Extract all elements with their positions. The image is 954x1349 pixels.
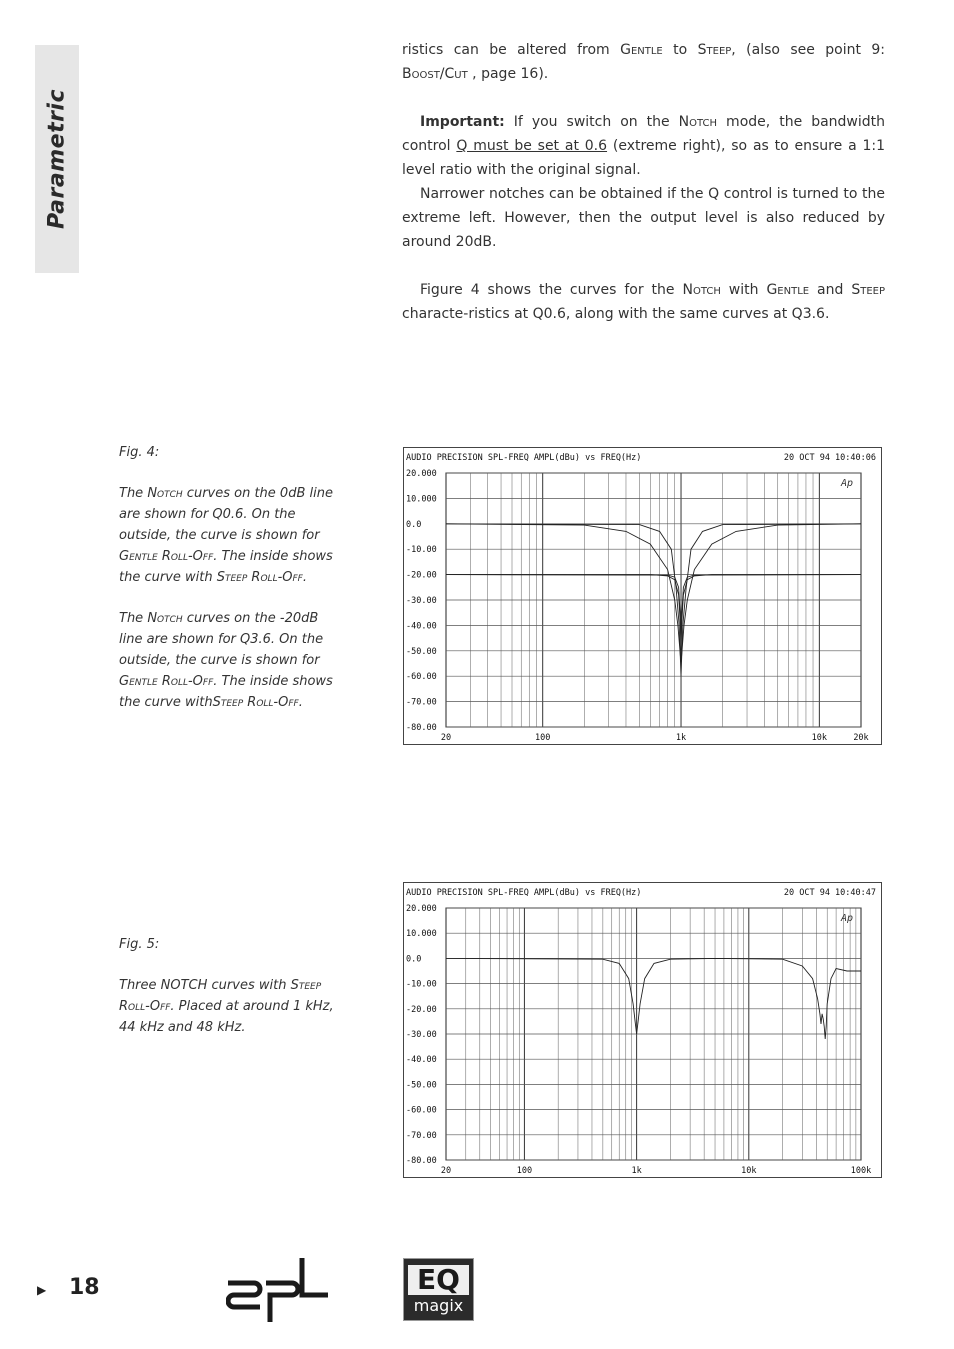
text-run: (extreme right), so as to ensure a 1:1 level ratio with the original signal. xyxy=(402,138,886,178)
text-run: Notch xyxy=(147,486,183,501)
fig4-caption-p2 xyxy=(119,608,334,713)
text-run: If you switch on the xyxy=(504,114,679,130)
fig4-chart xyxy=(403,447,882,745)
y-tick-label: 20.000 xyxy=(406,904,437,914)
magix-logo-text: magix xyxy=(413,1296,464,1315)
chart-timestamp: 20 OCT 94 10:40:06 xyxy=(783,453,876,463)
x-tick-label: 100k xyxy=(850,1166,872,1176)
y-tick-label: -70.00 xyxy=(406,1130,437,1141)
y-tick-label: 0.0 xyxy=(406,519,422,530)
fig4-caption xyxy=(119,442,334,713)
paragraph-4 xyxy=(402,278,885,326)
paragraph-1 xyxy=(402,38,885,86)
text-run: and xyxy=(809,282,852,298)
x-tick-label: 100 xyxy=(535,733,551,743)
y-tick-label: -60.00 xyxy=(406,672,437,683)
ap-mark: Ap xyxy=(841,478,854,489)
text-run: with xyxy=(720,282,767,298)
y-tick-label: -80.00 xyxy=(406,1156,437,1166)
body-text-block xyxy=(402,38,885,326)
y-tick-label: -40.00 xyxy=(406,1055,437,1066)
text-run: Three NOTCH curves with xyxy=(119,978,291,993)
section-side-tab xyxy=(35,45,79,273)
triangle-right-icon: ▶ xyxy=(37,1283,47,1297)
eq-logo-text: EQ xyxy=(408,1265,469,1295)
y-tick-label: -20.00 xyxy=(406,1004,437,1015)
text-run: curves on the 0dB line are shown for Q0.6. On the outside, the curve is shown for xyxy=(119,486,333,543)
text-run: Gentle xyxy=(766,282,810,298)
y-tick-label: -80.00 xyxy=(406,723,437,733)
text-run: Steep Roll-Off xyxy=(216,570,303,585)
y-tick-label: -30.00 xyxy=(406,596,437,606)
text-run: . xyxy=(302,570,307,585)
text-run: Gentle Roll-Off xyxy=(119,674,214,689)
chart-title: AUDIO PRECISION SPL-FREQ AMPL(dBu) vs FREQ(Hz) xyxy=(406,453,642,463)
text-run: Steep Roll-Off xyxy=(212,695,299,710)
series-line xyxy=(446,524,861,664)
text-run: Notch xyxy=(147,611,183,626)
text-run: The xyxy=(119,486,148,501)
y-tick-label: -10.00 xyxy=(406,545,437,556)
x-tick-label: 1k xyxy=(631,1166,642,1176)
text-run: . The inside shows the curve with xyxy=(119,549,333,585)
text-run: Steep xyxy=(697,42,732,58)
y-tick-label: 0.0 xyxy=(406,954,422,965)
text-run: , page 16). xyxy=(467,66,549,82)
text-run: Steep xyxy=(851,282,885,298)
text-run: Gentle xyxy=(620,42,663,58)
y-tick-label: -50.00 xyxy=(406,646,437,657)
series-line xyxy=(446,575,861,651)
x-tick-label: 1k xyxy=(675,733,687,743)
text-run: The xyxy=(119,611,148,626)
chart-timestamp: 20 OCT 94 10:40:47 xyxy=(783,888,876,898)
x-tick-label: 100 xyxy=(516,1166,533,1176)
y-tick-label: -60.00 xyxy=(406,1105,437,1116)
text-run: . Placed at around 1 kHz, 44 kHz and 48 kHz. xyxy=(119,999,334,1035)
text-run: to xyxy=(662,42,698,58)
y-tick-label: -20.00 xyxy=(406,570,437,581)
y-tick-label: 10.000 xyxy=(406,494,437,505)
fig5-caption xyxy=(119,934,334,1038)
page-number: 18 xyxy=(69,1275,100,1300)
fig5-caption-p1 xyxy=(119,975,334,1038)
x-tick-label: 20 xyxy=(440,733,452,743)
x-tick-label: 20 xyxy=(440,1166,452,1176)
fig4-chart-svg xyxy=(404,448,881,744)
text-run: . The inside shows the curve with xyxy=(119,674,333,710)
ap-mark: Ap xyxy=(841,913,854,924)
paragraph-3: Narrower notches can be obtained if the Q control is turned to the extreme left. However, then the output level is also reduced by around 20dB. xyxy=(402,186,885,250)
text-run: curves on the -20dB line are shown for Q3.6. On the outside, the curve is shown for xyxy=(119,611,324,668)
text-run: Notch xyxy=(682,282,721,298)
paragraph-important xyxy=(402,110,885,182)
fig4-caption-p1 xyxy=(119,483,334,588)
y-tick-label: -40.00 xyxy=(406,621,437,632)
fig5-chart xyxy=(403,882,882,1178)
important-label: Important: xyxy=(420,114,505,130)
y-tick-label: -30.00 xyxy=(406,1030,437,1040)
spl-logo xyxy=(226,1256,330,1328)
x-tick-label: 20k xyxy=(853,733,869,743)
text-run: characte-ristics at Q0.6, along with the same curves at Q3.6. xyxy=(402,306,830,322)
fig5-label: Fig. 5: xyxy=(119,937,160,952)
y-tick-label: -10.00 xyxy=(406,979,437,990)
series-line xyxy=(446,958,861,1039)
text-run: Boost/Cut xyxy=(402,66,468,82)
fig5-chart-svg xyxy=(404,883,881,1177)
x-tick-label: 10k xyxy=(741,1166,757,1176)
eq-magix-logo xyxy=(403,1258,474,1321)
text-run: ristics can be altered from xyxy=(402,42,621,58)
text-run: . xyxy=(298,695,303,710)
y-tick-label: -50.00 xyxy=(406,1080,437,1091)
x-tick-label: 10k xyxy=(811,733,828,743)
text-run: Figure 4 shows the curves for the xyxy=(420,282,683,298)
text-run: , (also see point 9: xyxy=(731,42,886,58)
underlined-text: Q must be set at 0.6 xyxy=(456,138,608,154)
text-run: Gentle Roll-Off xyxy=(119,549,214,564)
fig4-label: Fig. 4: xyxy=(119,445,160,460)
series-line xyxy=(446,575,861,646)
section-label: Parametric xyxy=(44,88,70,230)
text-run: mode, the bandwidth control xyxy=(402,114,886,154)
chart-title: AUDIO PRECISION SPL-FREQ AMPL(dBu) vs FREQ(Hz) xyxy=(406,888,642,898)
text-run: Notch xyxy=(678,114,718,130)
y-tick-label: -70.00 xyxy=(406,697,437,708)
y-tick-label: 10.000 xyxy=(406,929,437,940)
text-run: Steep Roll-Off xyxy=(119,978,322,1014)
y-tick-label: 20.000 xyxy=(406,469,437,479)
spl-logo-mark xyxy=(226,1256,330,1324)
